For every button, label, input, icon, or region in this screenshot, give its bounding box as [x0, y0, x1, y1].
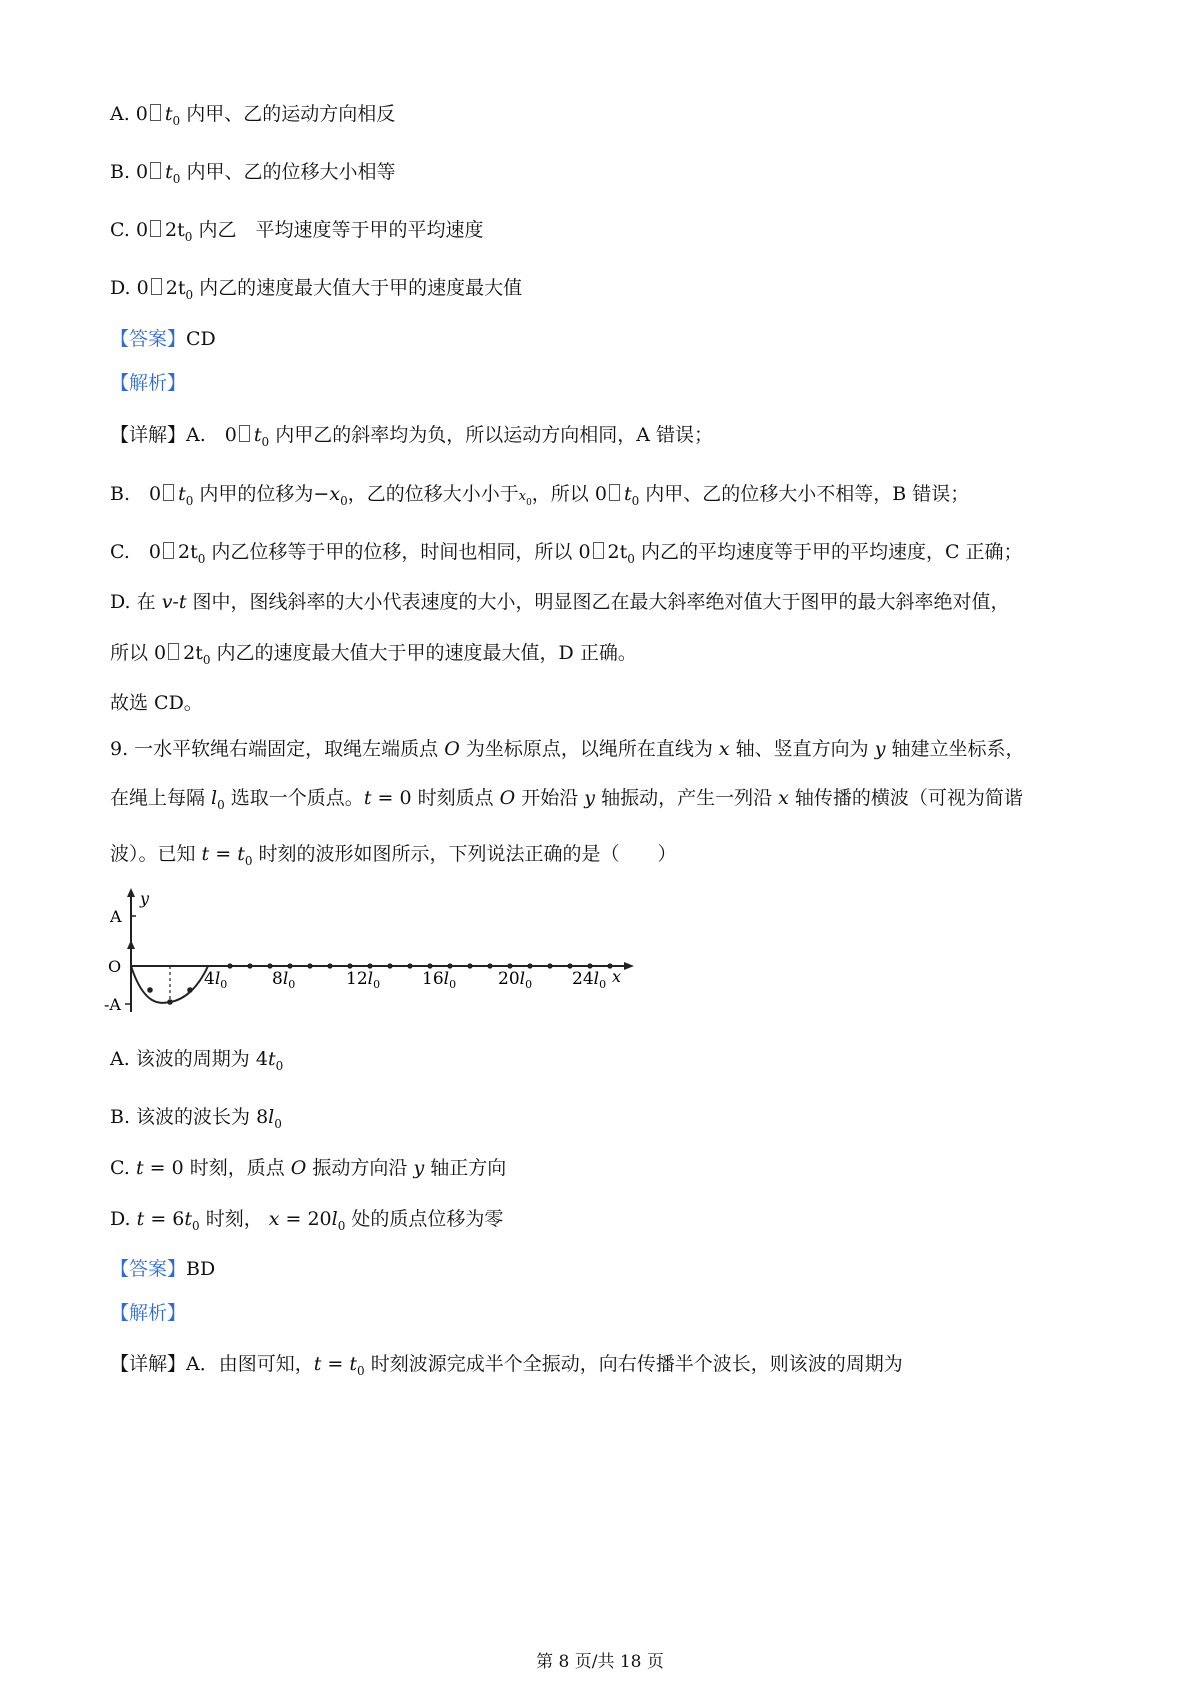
particle — [147, 987, 153, 993]
x-tick-labels — [204, 969, 606, 991]
q9-option-c: C. t = 0 时刻，质点 O 振动方向沿 y 轴正方向 — [110, 1157, 507, 1179]
missing-glyph-box — [609, 484, 620, 501]
missing-glyph-box — [163, 484, 174, 501]
particle — [547, 963, 552, 968]
origin-label: O — [108, 957, 122, 976]
particle — [267, 963, 272, 968]
particle — [447, 963, 452, 968]
q8-option-a: A. 0 $t_0$ 内甲、乙的运动方向相反 — [110, 103, 396, 128]
particle — [407, 963, 412, 968]
page-footer: 第 8 页/共 18 页 — [536, 1652, 664, 1672]
missing-glyph-box — [163, 542, 174, 559]
missing-glyph-box — [593, 542, 604, 559]
q9-stem-line2: 在绳上每隔 $l_0$ 选取一个质点。t = 0 时刻质点 O 开始沿 y 轴振动，产生一列沿 x 轴传播的横波（可视为简谐 — [110, 787, 1023, 812]
q8-analysis-label: 【解析】 — [110, 372, 187, 394]
particle — [487, 963, 492, 968]
y-axis-arrow-icon — [127, 888, 135, 897]
x-tick-label: $4l_0$ — [204, 969, 228, 991]
x-tick-label: $20l_0$ — [498, 969, 533, 991]
particle — [587, 963, 592, 968]
missing-glyph-box — [150, 104, 161, 121]
particle — [287, 963, 292, 968]
wave-figure-top — [100, 884, 180, 944]
x-tick-label: $24l_0$ — [572, 969, 607, 991]
q9-option-a: A. 该波的周期为 $4t_0$ — [110, 1048, 284, 1073]
particle — [527, 963, 532, 968]
q9-analysis-label: 【解析】 — [110, 1302, 187, 1324]
q8-option-c: C. 0 $2t_0$ 内乙 平均速度等于甲的平均速度 — [110, 219, 484, 244]
particle — [307, 963, 312, 968]
missing-glyph-box — [168, 643, 179, 660]
x-axis-arrow-icon — [624, 962, 634, 970]
y-axis-label: y — [140, 889, 150, 908]
neg-amplitude-label: -A — [104, 995, 121, 1014]
particle — [187, 987, 193, 993]
particle — [247, 963, 252, 968]
q9-detail-a: 【详解】A．由图可知，$t = t_0$ 时刻波源完成半个全振动，向右传播半个波长，则该波的周期为 — [110, 1353, 903, 1378]
particle — [567, 963, 572, 968]
q8-detail-d-line2: 所以 0 $2t_0$ 内乙的速度最大值大于甲的速度最大值，D 正确。 — [110, 642, 637, 667]
wave-figure — [100, 940, 660, 1020]
q9-answer: 【答案】BD — [110, 1258, 216, 1280]
particle — [367, 963, 372, 968]
particle — [227, 963, 232, 968]
x-tick-label: $8l_0$ — [272, 969, 296, 991]
particle — [167, 999, 173, 1005]
q8-detail-c: C. 0 $2t_0$ 内乙位移等于甲的位移，时间也相同，所以 0 $2t_0$ 内乙的平均速度等于甲的平均速度，C 正确； — [110, 541, 1023, 566]
q8-detail-a: 【详解】A. 0 $t_0$ 内甲乙的斜率均为负，所以运动方向相同，A 错误； — [110, 424, 713, 449]
q8-conclusion: 故选 CD。 — [110, 692, 203, 714]
q8-option-d: D. 0 $2t_0$ 内乙的速度最大值大于甲的速度最大值 — [110, 277, 523, 302]
x-axis-label: x — [612, 967, 622, 986]
particle — [427, 963, 432, 968]
particle — [507, 963, 512, 968]
q8-detail-b: B. 0 $t_0$ 内甲的位移为$-x_0$，乙的位移大小小于$x_0$，所以 0 $t_0$ 内甲、乙的位移大小不相等，B 错误； — [110, 483, 970, 508]
particle — [327, 963, 332, 968]
particle — [347, 963, 352, 968]
missing-glyph-box — [239, 425, 250, 442]
amplitude-label: A — [110, 907, 122, 926]
particle — [467, 963, 472, 968]
q8-detail-d-line1: D. 在 v-t 图中，图线斜率的大小代表速度的大小，明显图乙在最大斜率绝对值大于图甲的最大斜率绝对值， — [110, 591, 1010, 613]
q8-answer: 【答案】CD — [110, 328, 216, 350]
particle — [387, 963, 392, 968]
q8-option-b: B. 0 $t_0$ 内甲、乙的位移大小相等 — [110, 161, 396, 186]
missing-glyph-box — [150, 220, 161, 237]
x-tick-label: $12l_0$ — [346, 969, 381, 991]
q9-stem-line1: 9. 一水平软绳右端固定，取绳左端质点 O 为坐标原点，以绳所在直线为 x 轴、竖直方向为 y 轴建立坐标系， — [110, 738, 1025, 760]
q9-stem-line3: 波）。已知 $t = t_0$ 时刻的波形如图所示，下列说法正确的是（ ） — [110, 843, 677, 868]
x-tick-label: $16l_0$ — [422, 969, 457, 991]
q9-option-b: B. 该波的波长为 $8l_0$ — [110, 1106, 282, 1131]
q9-option-d: D. $t = 6t_0$ 时刻， $x = 20l_0$ 处的质点位移为零 — [110, 1208, 504, 1233]
missing-glyph-box — [151, 278, 162, 295]
missing-glyph-box — [150, 162, 161, 179]
